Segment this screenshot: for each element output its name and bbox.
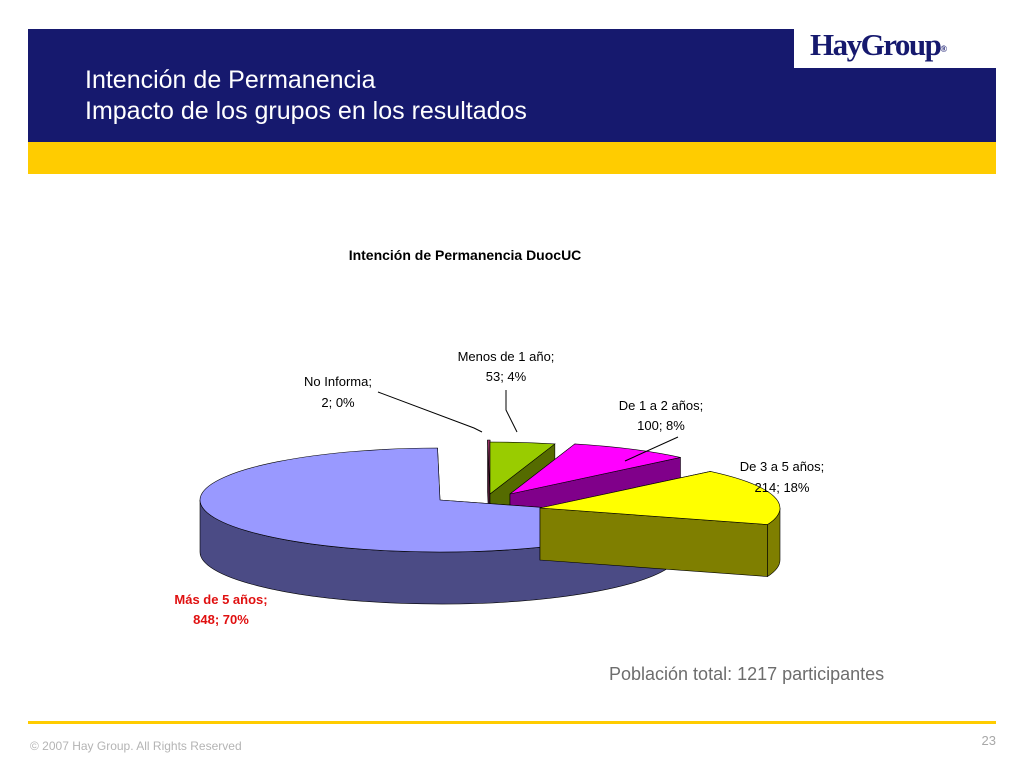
- slice-label-no-informa-value: 2; 0%: [321, 395, 355, 410]
- population-note: Población total: 1217 participantes: [609, 664, 885, 684]
- slice-label-menos-1-value: 53; 4%: [485, 369, 527, 384]
- slice-label-3-5-name: De 3 a 5 años;: [739, 459, 825, 474]
- page-number: 23: [981, 733, 996, 748]
- slice-label-1-2-value: 100; 8%: [637, 418, 685, 433]
- chart-title: Intención de Permanencia DuocUC: [348, 247, 582, 263]
- leader-line-no-informa: [378, 392, 482, 432]
- slice-label-mas-5-value: 848; 70%: [193, 612, 249, 627]
- registered-mark: ®: [940, 44, 948, 54]
- slide-title-line1: Intención de Permanencia: [85, 66, 376, 94]
- footer-divider: [28, 721, 996, 724]
- slide-title-line2: Impacto de los grupos en los resultados: [85, 97, 527, 125]
- slice-label-mas-5-name: Más de 5 años;: [174, 592, 268, 607]
- slice-label-1-2-name: De 1 a 2 años;: [618, 398, 704, 413]
- slice-label-no-informa-name: No Informa;: [304, 374, 372, 389]
- copyright-text: © 2007 Hay Group. All Rights Reserved: [30, 739, 242, 753]
- logo-wordmark: HayGroup: [810, 27, 941, 62]
- leader-line-menos-1: [506, 390, 517, 432]
- slice-label-3-5-value: 214; 18%: [754, 480, 810, 495]
- pie-slices: [200, 440, 780, 604]
- slice-label-menos-1-name: Menos de 1 año;: [457, 349, 555, 364]
